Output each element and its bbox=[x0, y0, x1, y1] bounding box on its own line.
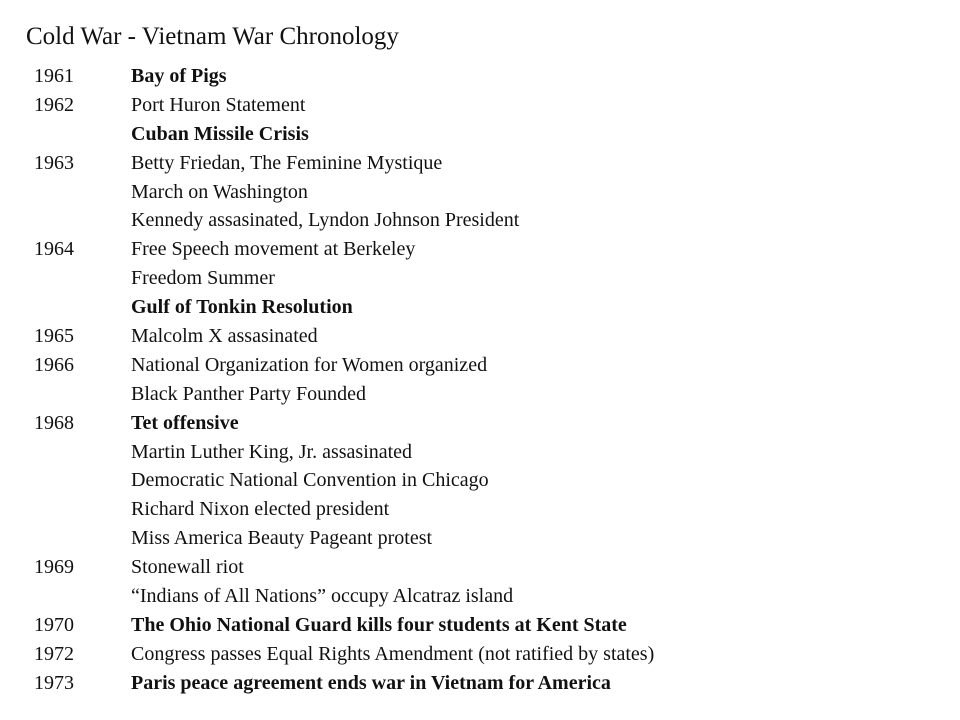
row-event: Cuban Missile Crisis bbox=[131, 122, 309, 145]
chronology-row bbox=[0, 524, 960, 553]
row-year: 1972 bbox=[34, 642, 74, 665]
row-event: Port Huron Statement bbox=[131, 93, 306, 116]
row-year: 1965 bbox=[34, 325, 74, 348]
chronology-row bbox=[0, 438, 960, 467]
row-event: Martin Luther King, Jr. assasinated bbox=[131, 440, 413, 463]
chronology-row bbox=[0, 235, 960, 264]
row-event: Malcolm X assasinated bbox=[131, 325, 318, 348]
chronology-row bbox=[0, 351, 960, 380]
row-event: Miss America Beauty Pageant protest bbox=[131, 527, 433, 550]
chronology-row bbox=[0, 91, 960, 120]
row-event: March on Washington bbox=[131, 180, 308, 203]
row-year: 1962 bbox=[34, 93, 74, 116]
chronology-row bbox=[0, 293, 960, 322]
chronology-row bbox=[0, 669, 960, 698]
row-event: Kennedy assasinated, Lyndon Johnson President bbox=[131, 209, 520, 232]
chronology-list bbox=[0, 62, 960, 698]
chronology-row bbox=[0, 640, 960, 669]
row-year: 1969 bbox=[34, 556, 74, 579]
chronology-row bbox=[0, 582, 960, 611]
row-event: Free Speech movement at Berkeley bbox=[131, 238, 416, 261]
row-year: 1973 bbox=[34, 671, 74, 694]
chronology-row bbox=[0, 206, 960, 235]
chronology-row bbox=[0, 264, 960, 293]
row-year: 1964 bbox=[34, 238, 74, 261]
row-year: 1963 bbox=[34, 151, 74, 174]
row-event: Richard Nixon elected president bbox=[131, 498, 390, 521]
chronology-row bbox=[0, 178, 960, 207]
chronology-row bbox=[0, 322, 960, 351]
chronology-row bbox=[0, 409, 960, 438]
row-year: 1968 bbox=[34, 411, 74, 434]
row-event: “Indians of All Nations” occupy Alcatraz island bbox=[131, 585, 514, 608]
row-event: Tet offensive bbox=[131, 411, 239, 434]
row-event: The Ohio National Guard kills four students at Kent State bbox=[131, 613, 627, 636]
row-event: Gulf of Tonkin Resolution bbox=[131, 296, 353, 319]
row-year: 1966 bbox=[34, 353, 74, 376]
row-event: Bay of Pigs bbox=[131, 65, 227, 87]
row-event: Paris peace agreement ends war in Vietnam for America bbox=[131, 671, 611, 694]
row-event: Freedom Summer bbox=[131, 267, 275, 290]
chronology-row bbox=[0, 62, 960, 91]
chronology-row bbox=[0, 466, 960, 495]
row-event: Black Panther Party Founded bbox=[131, 382, 366, 405]
chronology-row bbox=[0, 611, 960, 640]
row-event: Congress passes Equal Rights Amendment (not ratified by states) bbox=[131, 642, 655, 665]
row-event: National Organization for Women organized bbox=[131, 353, 488, 376]
chronology-row bbox=[0, 120, 960, 149]
page-title: Cold War - Vietnam War Chronology bbox=[26, 23, 399, 50]
chronology-row bbox=[0, 380, 960, 409]
row-year: 1970 bbox=[34, 613, 74, 636]
row-event: Betty Friedan, The Feminine Mystique bbox=[131, 151, 443, 174]
chronology-row bbox=[0, 553, 960, 582]
chronology-row bbox=[0, 149, 960, 178]
row-year: 1961 bbox=[34, 65, 74, 87]
row-event: Stonewall riot bbox=[131, 556, 244, 579]
row-event: Democratic National Convention in Chicago bbox=[131, 469, 489, 492]
chronology-row bbox=[0, 495, 960, 524]
